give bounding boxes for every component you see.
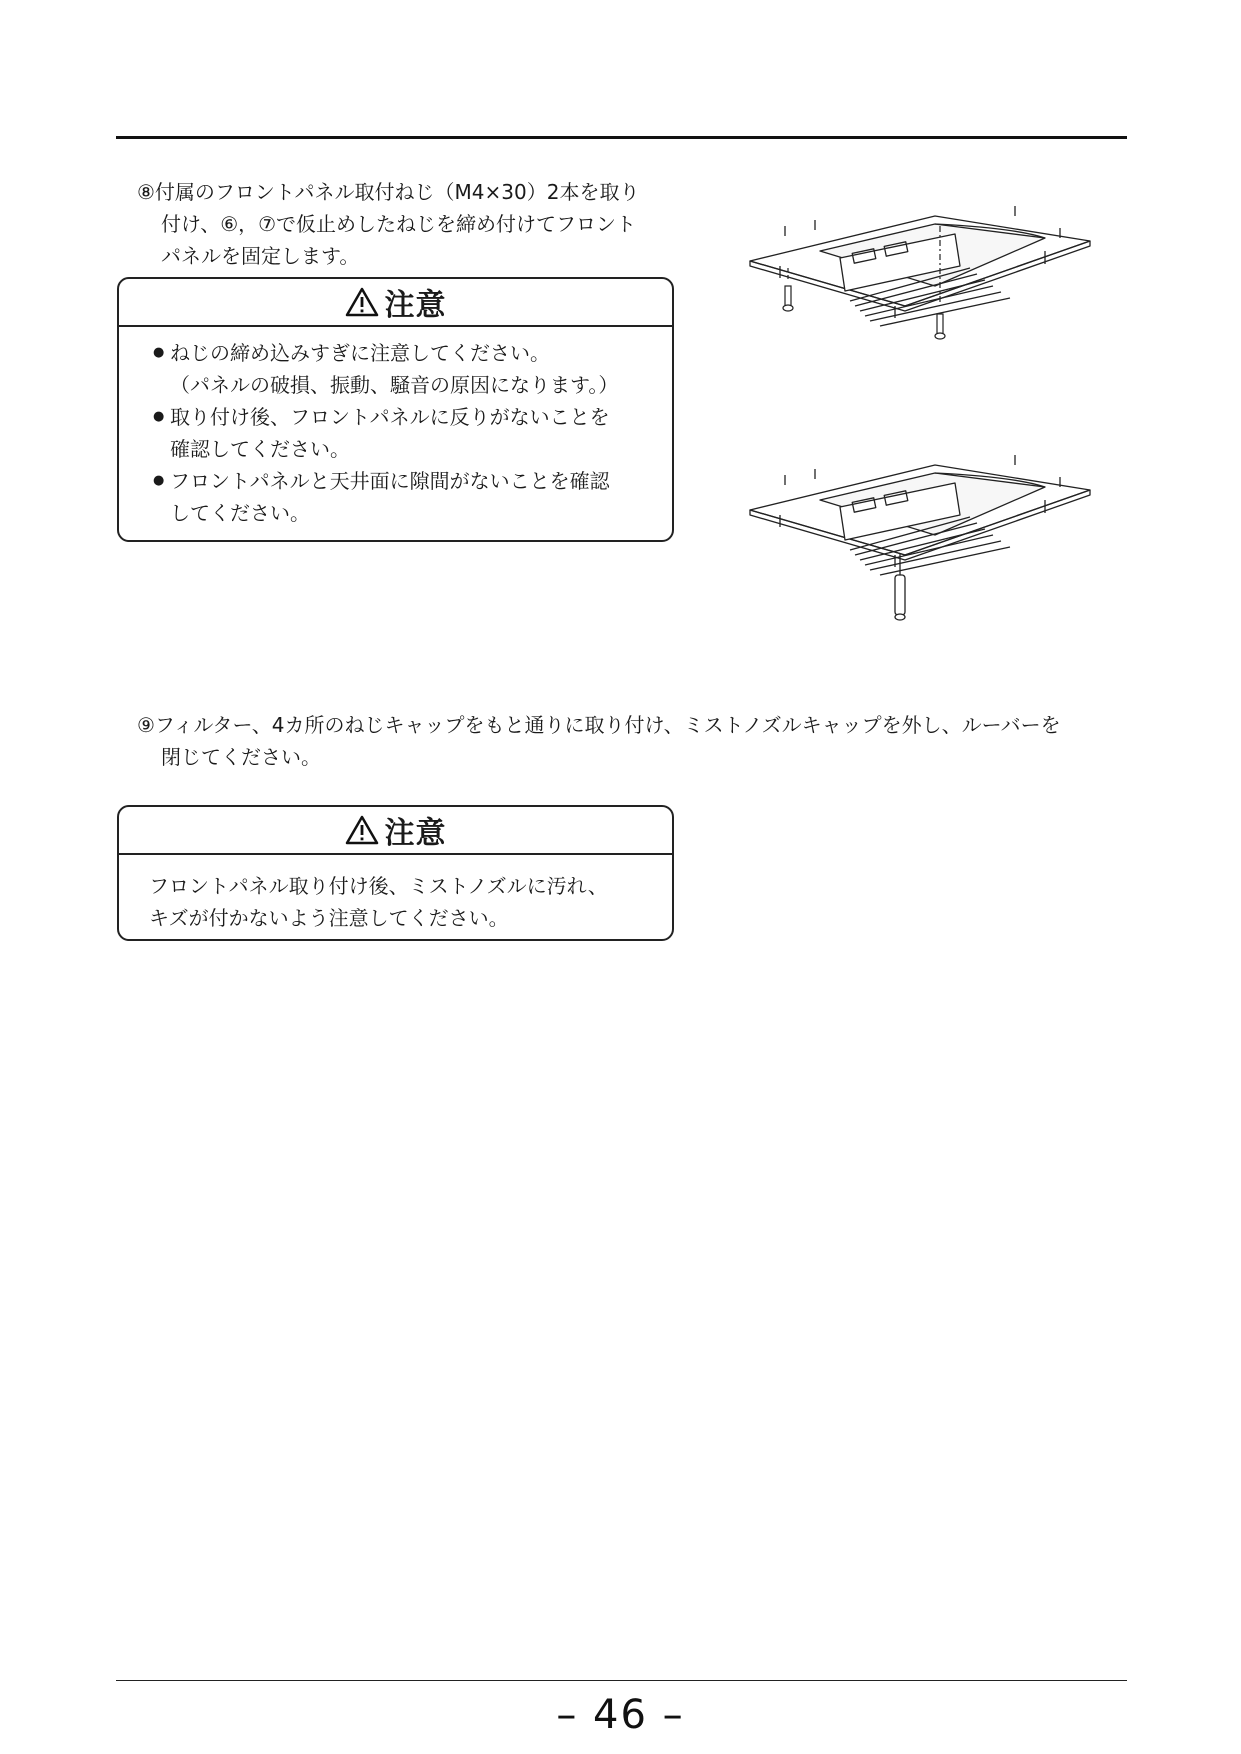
screwdriver-tightening-illustration: [745, 455, 1095, 635]
caution-list: [119, 327, 672, 529]
caution-list-item: [153, 337, 672, 401]
caution-title: 注意: [384, 288, 447, 323]
caution-title: 注意: [384, 816, 447, 851]
caution-item-line: 取り付け後、フロントパネルに反りがないことを: [170, 405, 610, 429]
warning-triangle-icon: [345, 815, 379, 845]
caution-text-line: キズが付かないよう注意してください。: [149, 906, 509, 930]
caution-list-item: [153, 465, 672, 529]
step-8-line: パネルを固定します。: [161, 244, 360, 268]
page-number: – 46 –: [556, 1692, 685, 1738]
caution-text: [119, 855, 672, 934]
caution-item-line: してください。: [170, 501, 310, 525]
bullet-icon: ●: [153, 345, 165, 360]
step-8-instruction: [137, 176, 697, 272]
warning-triangle-icon: [345, 287, 379, 317]
caution-box: [117, 805, 674, 941]
step-9-line: ⑨フィルター、4カ所のねじキャップをもと通りに取り付け、ミストノズルキャップを外し、ルーバーを: [137, 713, 1061, 737]
caution-item-line: フロントパネルと天井面に隙間がないことを確認: [170, 469, 610, 493]
caution-item-line: （パネルの破損、振動、騒音の原因になります。）: [170, 373, 619, 397]
front-panel-screws-illustration: [745, 206, 1095, 386]
caution-item-line: ねじの締め込みすぎに注意してください。: [170, 341, 550, 365]
caution-text-line: フロントパネル取り付け後、ミストノズルに汚れ、: [149, 874, 608, 898]
step-8-line: 付け、⑥，⑦で仮止めしたねじを締め付けてフロント: [161, 212, 637, 236]
footer-rule: [116, 1680, 1127, 1681]
caution-header: [119, 807, 672, 855]
step-8-line: ⑧付属のフロントパネル取付ねじ（M4×30）2本を取り: [137, 180, 640, 204]
header-rule: [116, 136, 1127, 139]
caution-item-line: 確認してください。: [170, 437, 350, 461]
bullet-icon: ●: [153, 409, 165, 424]
caution-box: [117, 277, 674, 542]
caution-header: [119, 279, 672, 327]
caution-list-item: [153, 401, 672, 465]
step-9-instruction: [137, 709, 1137, 773]
step-9-line: 閉じてください。: [161, 745, 321, 769]
bullet-icon: ●: [153, 473, 165, 488]
